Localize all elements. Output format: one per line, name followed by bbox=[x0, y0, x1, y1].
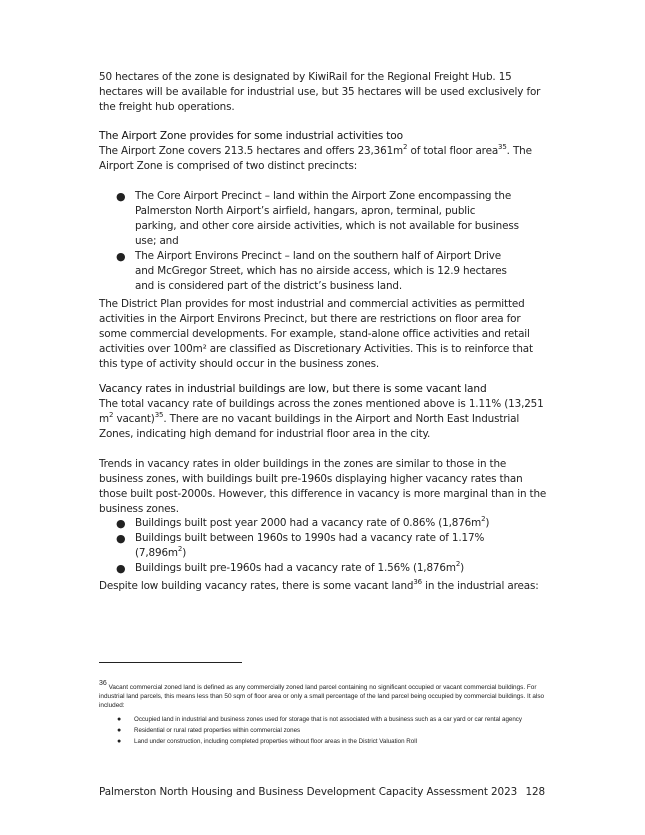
bullet-icon: ● bbox=[116, 562, 126, 575]
list-item: ● Occupied land in industrial and business zones used for storage that is not associated with a business such as a car yard or car rental agency bbox=[117, 716, 522, 723]
footnote-ref-35[interactable]: 35 bbox=[498, 142, 507, 151]
bullet-icon: ● bbox=[117, 727, 122, 734]
page-number: 128 bbox=[525, 786, 545, 798]
bullet-icon: ● bbox=[116, 250, 126, 263]
list-item: ● Buildings built pre-1960s had a vacancy rate of 1.56% $(1,876m^2)$ bbox=[116, 559, 465, 575]
vacancy-heading: Vacancy rates in industrial buildings are low, but there is some vacant land bbox=[99, 383, 487, 395]
freight-hub-paragraph: 50 hectares of the zone is designated by KiwiRail for the Regional Freight Hub. 15 hectares will be available for industrial use, but 35 hectares will be used exclusively for the freight hub operations. bbox=[99, 71, 541, 113]
list-item: ● Land under construction, including completed properties without floor areas in the District Valuation Roll bbox=[117, 738, 417, 745]
list-item: ● Buildings built between 1960s to 1990s had a vacancy rate of 1.17% $(7,896m^2)$ bbox=[116, 532, 485, 559]
footnote-ref-35[interactable]: 35 bbox=[154, 410, 164, 419]
vacant-land-paragraph: Despite low building vacancy rates, there is some vacant land$^{36}$ in the industrial areas: bbox=[99, 577, 539, 592]
airport-zone-section bbox=[99, 129, 549, 174]
vacancy-paragraph: The total vacancy rate of buildings across the zones mentioned above is 1.11% (13,251 $m^2$ vacant)$^{35}$. There are no vacant buildings in the Airport and North East Industrial Zones, indicating high demand for industrial floor area in the city. bbox=[99, 398, 544, 440]
vacancy-section bbox=[99, 382, 549, 442]
intro-paragraph bbox=[99, 70, 549, 115]
footnote-36 bbox=[99, 679, 551, 710]
bullet-icon: ● bbox=[116, 517, 126, 530]
list-item: ● The Airport Environs Precinct – land on the southern half of Airport Drive and McGregor Street, which has no airside access, which is 12.9 hectares and is considered part of the district’s business land. bbox=[116, 250, 507, 292]
district-plan-paragraph: The District Plan provides for most industrial and commercial activities as permitted activities in the Airport Environs Precinct, but there are restrictions on floor area for some commercial developments. For example, stand-alone office activities and retail activities over 100m² are classified as Discretionary Activities. This is to reinforce that this type of activity should occur in the business zones. bbox=[99, 298, 533, 370]
footer-title: Palmerston North Housing and Business Development Capacity Assessment 2023 bbox=[99, 786, 518, 798]
airport-zone-paragraph: The Airport Zone covers 213.5 hectares and offers $23,361m^2$ of total floor area$^{35}$. The Airport Zone is comprised of two distinct precincts: bbox=[99, 142, 532, 172]
trends-paragraph: Trends in vacancy rates in older buildings in the zones are similar to those in the business zones, with buildings built pre-1960s displaying higher vacancy rates than those built post-2000s. However, this difference in vacancy is more marginal than in the business zones. bbox=[99, 458, 547, 515]
footnote-number: 36 bbox=[99, 679, 107, 687]
bullet-icon: ● bbox=[117, 716, 122, 723]
footnote-divider bbox=[99, 662, 242, 663]
footnote-text: Vacant commercial zoned land is defined as any commercially zoned land parcel containing no significant occupied or vacant commercial buildings. For industrial land parcels, this means less than 50 sqm of floor area or only a small percentage of the land parcel being occupied by commercial buildings. It also included: bbox=[99, 684, 545, 709]
bullet-icon: ● bbox=[116, 190, 126, 203]
airport-zone-heading: The Airport Zone provides for some industrial activities too bbox=[99, 130, 403, 142]
list-item: ● The Core Airport Precinct – land within the Airport Zone encompassing the Palmerston North Airport’s airfield, hangars, apron, terminal, public parking, and other core airside activities, which is not available for business use; and bbox=[116, 190, 519, 247]
bullet-icon: ● bbox=[116, 532, 126, 545]
bullet-icon: ● bbox=[117, 738, 122, 745]
footnote-ref-36[interactable]: 36 bbox=[413, 577, 422, 586]
list-item: ● Buildings built post year 2000 had a vacancy rate of 0.86% $(1,876m^2)$ bbox=[116, 514, 490, 530]
list-item: ● Residential or rural rated properties within commercial zones bbox=[117, 727, 301, 734]
precinct-list bbox=[99, 189, 519, 294]
footnote-list bbox=[99, 714, 549, 747]
vacancy-rate-list bbox=[99, 516, 519, 576]
page-footer bbox=[99, 785, 545, 799]
